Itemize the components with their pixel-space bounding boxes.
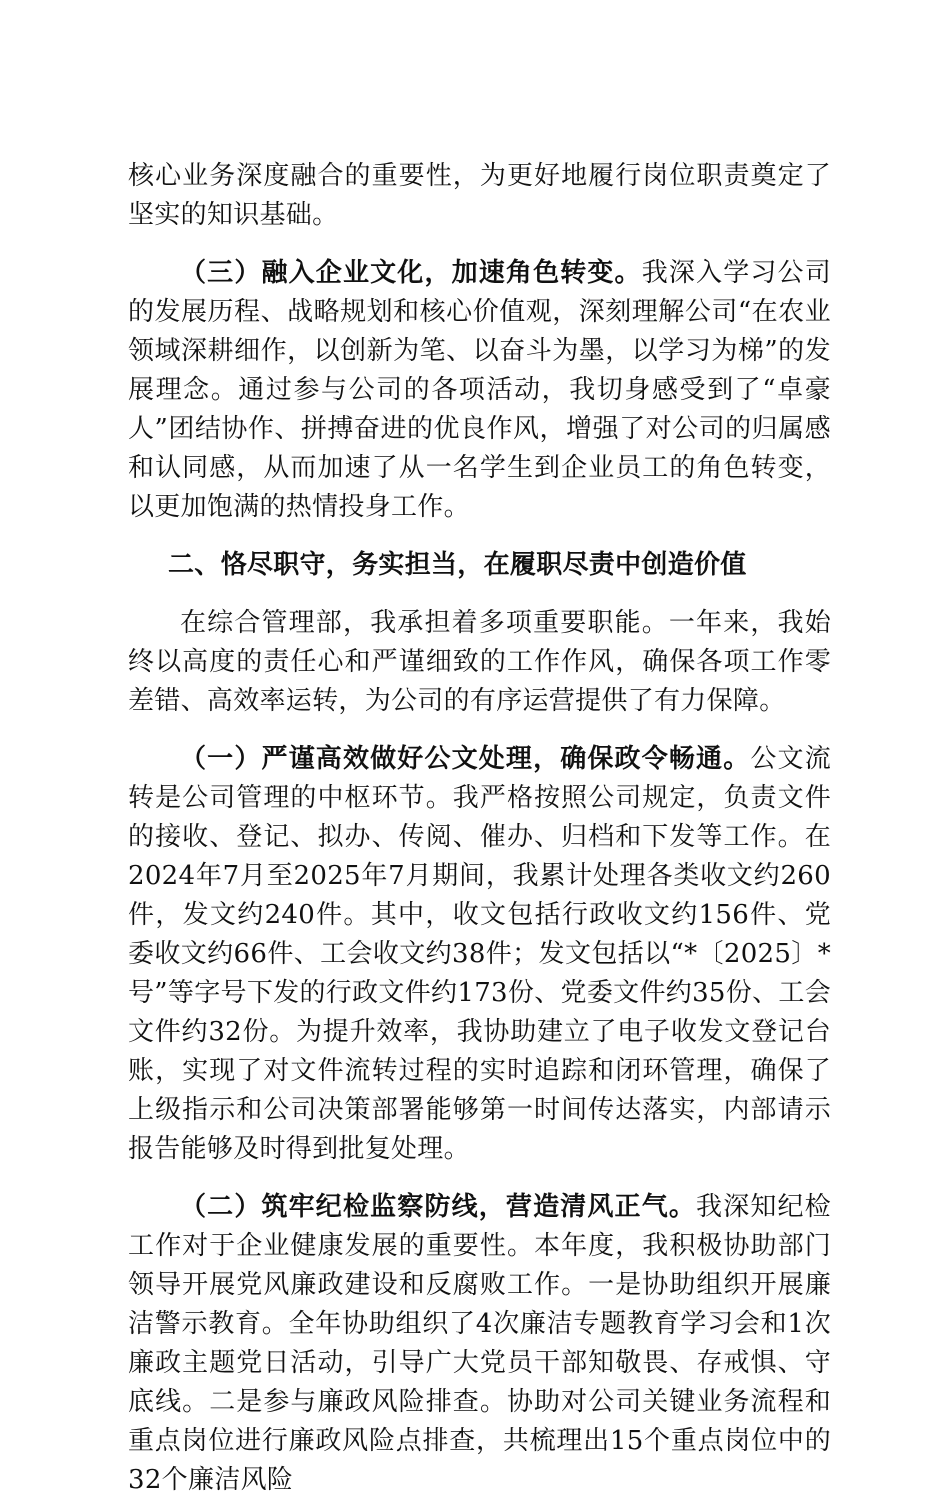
paragraph-text: 我深入学习公司的发展历程、战略规划和核心价值观，深刻理解公司“在农业领域深耕细作，以创新为笔、以奋斗为墨，以学习为梯”的发展理念。通过参与公司的各项活动，我切身感受到了“卓豪人”团结协作、拼搏奋进的优良作风，增强了对公司的归属感和认同感，从而加速了从一名学生到企业员工的角色转变，以更加饱满的热情投身工作。: [128, 258, 831, 522]
paragraph-gap: [128, 721, 831, 740]
paragraph-lead: （三）融入企业文化，加速角色转变。: [180, 258, 642, 288]
paragraph-discipline-inspection: [128, 1188, 831, 1500]
paragraph-intro: [128, 604, 831, 721]
paragraph-text: 核心业务深度融合的重要性，为更好地履行岗位职责奠定了坚实的知识基础。: [128, 161, 831, 230]
paragraph-gap: [128, 585, 831, 604]
paragraph-continuation: [128, 157, 831, 235]
paragraph-text: 在综合管理部，我承担着多项重要职能。一年来，我始终以高度的责任心和严谨细致的工作作风，确保各项工作零差错、高效率运转，为公司的有序运营提供了有力保障。: [128, 608, 831, 716]
paragraph-lead: （二）筑牢纪检监察防线，营造清风正气。: [180, 1192, 697, 1222]
paragraph-corporate-culture: [128, 254, 831, 527]
paragraph-gap: [128, 235, 831, 254]
paragraph-text: 公文流转是公司管理的中枢环节。我严格按照公司规定，负责文件的接收、登记、拟办、传阅、催办、归档和下发等工作。在2024年7月至2025年7月期间，我累计处理各类收文约260件，发文约240件。其中，收文包括行政收文约156件、党委收文约66件、工会收文约38件；发文包括以“*〔2025〕*号”等字号下发的行政文件约173份、党委文件约35份、工会文件约32份。为提升效率，我协助建立了电子收发文登记台账，实现了对文件流转过程的实时追踪和闭环管理，确保了上级指示和公司决策部署能够第一时间传达落实，内部请示报告能够及时得到批复处理。: [128, 744, 831, 1164]
paragraph-gap: [128, 527, 831, 546]
paragraph-document-handling: [128, 740, 831, 1169]
document-page: [128, 157, 831, 1500]
paragraph-lead: （一）严谨高效做好公文处理，确保政令畅通。: [180, 744, 751, 774]
section-heading: 二、恪尽职守，务实担当，在履职尽责中创造价值: [168, 550, 747, 580]
paragraph-text: 我深知纪检工作对于企业健康发展的重要性。本年度，我积极协助部门领导开展党风廉政建设和反腐败工作。一是协助组织开展廉洁警示教育。全年协助组织了4次廉洁专题教育学习会和1次廉政主题党日活动，引导广大党员干部知敬畏、存戒惧、守底线。二是参与廉政风险排查。协助对公司关键业务流程和重点岗位进行廉政风险点排查，共梳理出15个重点岗位中的32个廉洁风险: [128, 1192, 831, 1495]
paragraph-gap: [128, 1169, 831, 1188]
